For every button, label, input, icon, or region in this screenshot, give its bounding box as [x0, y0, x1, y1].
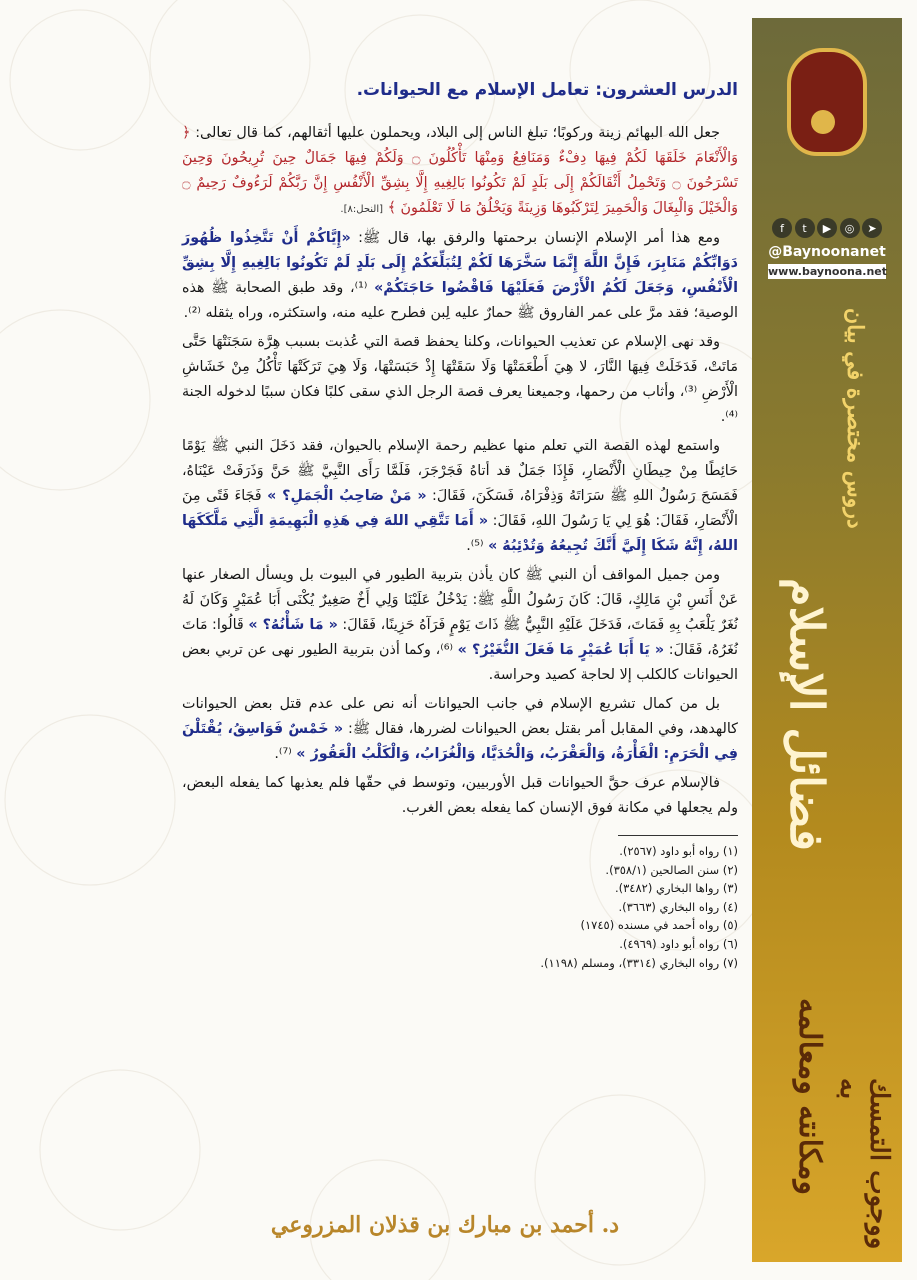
verse-reference: [النحل:٨].: [340, 204, 384, 215]
author-signature: د. أحمد بن مبارك بن قذلان المزروعي: [270, 1212, 620, 1238]
hadith-quote: « يَا أَبَا عُمَيْرٍ مَا فَعَلَ النُّغَيْرُ؟ »: [457, 642, 665, 658]
body-text: ومع هذا أمر الإسلام الإنسان برحمتها والرفق بها، قال ﷺ:: [350, 230, 720, 246]
body-text: ⁽⁶⁾، وكما أذن بتربية الطيور نهى عن تربي بعض الحيوانات كالكلب إلا لحاجة كصيد وحراسة.: [182, 642, 738, 683]
footnote-2: (٢) سنن الصالحين (٣٥٨/١).: [605, 862, 738, 877]
footnote-6: (٦) رواه أبو داود (٤٩٦٩).: [619, 936, 738, 951]
lesson-label: الدرس العشرون:: [595, 80, 738, 100]
lesson-heading: تعامل الإسلام مع الحيوانات.: [356, 80, 590, 100]
body-text: ⁽¹⁾، وقد طبق الصحابة ﷺ هذه الوصية؛ فقد مرَّ على عمر الفاروق ﷺ حمارٌ عليه لِبن فطرح عليه منه، واستكثره، وراه يثقله ⁽²⁾.: [182, 280, 738, 321]
quran-verse: ﴿ وَالْأَنْعَامَ خَلَقَهَا لَكُمْ فِيهَا دِفْءٌ وَمَنَافِعُ وَمِنْهَا تَأْكُلُونَ ۝ وَلَكُمْ فِيهَا جَمَالٌ حِينَ تُرِيحُونَ وَحِينَ تَسْرَحُونَ ۝ وَتَحْمِلُ أَثْقَالَكُمْ إِلَى بَلَدٍ لَمْ تَكُونُوا بَالِغِيهِ إِلَّا بِشِقِّ الْأَنْفُسِ إِنَّ رَبَّكُمْ لَرَءُوفٌ رَحِيمٌ ۝ وَالْخَيْلَ وَالْبِغَالَ وَالْحَمِيرَ لِتَرْكَبُوهَا وَزِينَةً وَيَخْلُقُ مَا لَا تَعْلَمُونَ ﴾: [182, 125, 738, 216]
hadith-quote: « أَمَا تَتَّقِي اللهَ فِي هَذِهِ الْبَهِيمَةِ الَّتِي مَلَّكَكَهَا اللهُ، إِنَّهُ شَكَا إِلَيَّ أَنَّكَ تُجِيعُهُ وَتُدْئِبُهُ »: [182, 513, 738, 554]
body-text: فَجَاءَ فَتًى مِنَ الْأَنْصَارِ، فَقَالَ: هُوَ لِي يَا رَسُولَ اللهِ، فَقَالَ:: [182, 488, 738, 529]
paragraph-7: [182, 771, 738, 821]
hadith-quote: « خَمْسٌ فَوَاسِقُ، يُقْتَلْنَ فِي الْحَرَمِ: الْفَأْرَةُ، وَالْعَقْرَبُ، وَالْحُدَيَّا، وَالْغُرَابُ، وَالْكَلْبُ الْعَقُورُ »: [182, 721, 738, 762]
sidebar-banner: [752, 18, 902, 1262]
lesson-title: [182, 78, 738, 103]
instagram-icon[interactable]: ◎: [840, 218, 860, 238]
paragraph-5: [182, 563, 738, 688]
hadith-quote: «إِيَّاكُمْ أَنْ تَتَّخِذُوا ظُهُورَ دَوَابِّكُمْ مَنَابِرَ، فَإِنَّ اللَّهَ إِنَّمَا سَخَّرَهَا لَكُمْ لِتُبَلِّغَكُمْ إِلَى بَلَدٍ لَمْ تَكُونُوا بَالِغِيهِ إِلَّا بِشِقِّ الْأَنْفُسِ، وَجَعَلَ لَكُمُ الْأَرْضَ فَعَلَيْهَا فَاقْضُوا حَاجَتَكُمْ»: [182, 230, 739, 296]
brand-logo: [752, 48, 902, 156]
footnote-1: (١) رواه أبو داود (٢٥٦٧).: [619, 844, 738, 858]
series-bottom-line-1: ومكانته ومعالمه: [792, 998, 827, 1195]
body-text: ⁽⁵⁾.: [466, 538, 484, 554]
youtube-icon[interactable]: ▶: [817, 218, 837, 238]
body-text: وقد نهى الإسلام عن تعذيب الحيوانات، وكلنا يحفظ قصة التي عُذبت بسبب هِرَّة سَجَنَتْهَا حَتَّى مَاتَتْ، فَدَخَلَتْ فِيهَا النَّارَ، لا هِيَ أَطْعَمَتْهَا وَلَا سَقَتْهَا إِذْ حَبَسَتْهَا، وَلَا هِيَ تَرَكَتْهَا تَأْكُلُ مِنْ خَشَاشِ الْأَرْضِ ⁽³⁾، وأثاب من رحمها، وجميعنا يعرف قصة الرجل الذي سقى كلبًا فكان سببًا لدخوله الجنة ⁽⁴⁾.: [182, 334, 739, 425]
logo-emblem: [787, 48, 867, 156]
lesson-content: [182, 78, 738, 972]
body-text: واستمع لهذه القصة التي تعلم منها عظيم رحمة الإسلام بالحيوان، فقد دَخَلَ النبي ﷺ يَوْمًا حَائِطًا مِنْ حِيطَانِ الْأَنْصَارِ، فَإِذَا جَمَلٌ قد أتاهُ فَجَرْجَرَ، فَلَمَّا رَأَى النَّبِيَّ ﷺ حَنَّ وَذَرَفَتْ عَيْنَاهُ، فَمَسَحَ رَسُولُ اللهِ ﷺ سَرَاتَهُ وَذِفْرَاهُ، فَسَكَنَ، فَقَالَ:: [182, 438, 738, 504]
hadith-quote: « مَا شَأْنُهُ؟ »: [248, 617, 338, 633]
body-text: ⁽⁷⁾.: [274, 746, 292, 762]
body-text: فالإسلام عرف حقَّ الحيوانات قبل الأوربيين، وتوسط في حقّها فلم يعذبها كما يفعله البعض، ولم يجعلها في مكانة فوق الإنسان كما يفعله بعض الغرب.: [182, 775, 738, 816]
paragraph-1: [182, 121, 738, 222]
series-title: فضائل الإسلام: [780, 578, 834, 852]
footnote-divider: [618, 835, 738, 836]
paragraph-2: [182, 226, 738, 326]
paragraph-4: [182, 434, 738, 559]
series-subtitle: دروس مختصرة في بيان: [842, 308, 868, 529]
facebook-icon[interactable]: f: [772, 218, 792, 238]
social-icons: [772, 218, 882, 238]
website-url[interactable]: www.baynoona.net: [768, 265, 888, 278]
telegram-icon[interactable]: ➤: [862, 218, 882, 238]
body-text: قَالُوا: مَاتَ نُغَرُهُ، فَقَالَ:: [182, 617, 738, 658]
footnote-7: (٧) رواه البخاري (٣٣١٤)، ومسلم (١١٩٨).: [540, 955, 738, 970]
footnote-3: (٣) رواها البخاري (٣٤٨٢).: [614, 881, 738, 896]
paragraph-3: [182, 330, 738, 430]
twitter-icon[interactable]: t: [795, 218, 815, 238]
paragraph-6: [182, 692, 738, 767]
series-bottom-line-2: ووجوب التمسك به: [834, 1078, 894, 1250]
hadith-quote: « مَنْ صَاحِبُ الْجَمَلِ؟ »: [267, 488, 427, 504]
body-text: بل من كمال تشريع الإسلام في جانب الحيوانات أنه نص على عدم قتل بعض الحيوانات كالهدهد، وفي المقابل أمر بقتل بعض الحيوانات لضررها، فقال ﷺ:: [182, 696, 738, 737]
social-handle[interactable]: @Baynoonanet: [768, 244, 886, 260]
footnote-4: (٤) رواه البخاري (٣٦٦٣).: [618, 899, 738, 914]
body-text: جعل الله البهائم زينة وركوبًا؛ تبلغ الناس إلى البلاد، ويحملون عليها أثقالهم، كما قال تعالى:: [190, 125, 720, 141]
body-text: ومن جميل المواقف أن النبي ﷺ كان يأذن بتربية الطيور في البيوت بل ويسأل الصغار عنها عَنْ أَنَسِ بْنِ مَالِكٍ، قَالَ: كَانَ رَسُولُ اللَّهِ ﷺ: يَدْخُلُ عَلَيْنَا وَلِي أَخٌ صَغِيرٌ يُكْنَى أَبَا عُمَيْرٍ وَكَانَ لَهُ نُغَرٌ يَلْعَبُ بِهِ فَمَاتَ، فَدَخَلَ عَلَيْهِ النَّبِيُّ ﷺ ذَاتَ يَوْمٍ فَرَآهُ حَزِينًا، فَقَالَ:: [182, 567, 739, 633]
footnote-5: (٥) رواه أحمد في مسنده (١٧٤٥): [580, 918, 738, 933]
